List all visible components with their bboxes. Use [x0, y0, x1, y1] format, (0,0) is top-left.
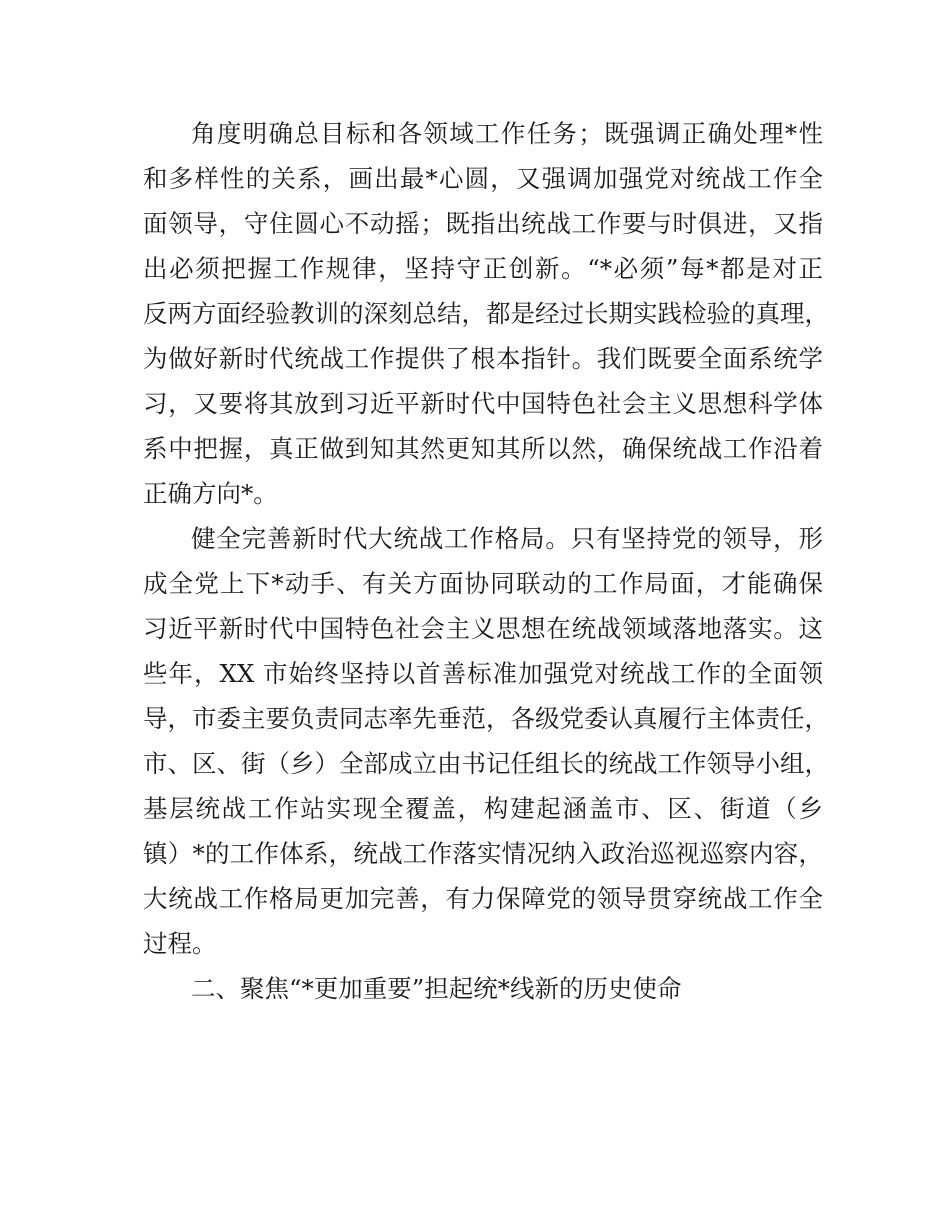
- paragraph-line: 和多样性的关系，画出最*心圆，又强调加强党对统战工作全: [143, 164, 823, 193]
- paragraph-line: 反两方面经验教训的深刻总结，都是经过长期实践检验的真理，: [143, 299, 829, 328]
- paragraph-line: 导，市委主要负责同志率先垂范，各级党委认真履行主体责任，: [143, 704, 829, 733]
- section-heading: 二、聚焦“*更加重要”担起统*线新的历史使命: [191, 974, 682, 1003]
- paragraph-line: 为做好新时代统战工作提供了根本指针。我们既要全面系统学: [143, 344, 823, 373]
- paragraph-line: 成全党上下*动手、有关方面协同联动的工作局面，才能确保: [143, 569, 823, 598]
- paragraph-line: 习，又要将其放到习近平新时代中国特色社会主义思想科学体: [143, 389, 823, 418]
- paragraph-line: 出必须把握工作规律，坚持守正创新。“*必须”每*都是对正: [143, 254, 823, 283]
- paragraph-line: 面领导，守住圆心不动摇；既指出统战工作要与时俱进，又指: [143, 209, 823, 238]
- paragraph-line: 些年，XX 市始终坚持以首善标准加强党对统战工作的全面领: [143, 659, 823, 688]
- paragraph-line: 市、区、街（乡）全部成立由书记任组长的统战工作领导小组，: [143, 749, 829, 778]
- paragraph-line: 系中把握，真正做到知其然更知其所以然，确保统战工作沿着: [143, 434, 823, 463]
- paragraph-line: 镇）*的工作体系，统战工作落实情况纳入政治巡视巡察内容，: [143, 839, 823, 868]
- paragraph-line: 角度明确总目标和各领域工作任务；既强调正确处理*性: [191, 119, 823, 148]
- paragraph-line: 大统战工作格局更加完善，有力保障党的领导贯穿统战工作全: [143, 884, 823, 913]
- paragraph-line: 过程。: [143, 929, 217, 958]
- paragraph-line: 习近平新时代中国特色社会主义思想在统战领域落地落实。这: [143, 614, 823, 643]
- paragraph-line: 基层统战工作站实现全覆盖，构建起涵盖市、区、街道（乡: [143, 794, 823, 823]
- paragraph-line: 健全完善新时代大统战工作格局。只有坚持党的领导，形: [191, 524, 823, 553]
- paragraph-line: 正确方向*。: [143, 479, 278, 508]
